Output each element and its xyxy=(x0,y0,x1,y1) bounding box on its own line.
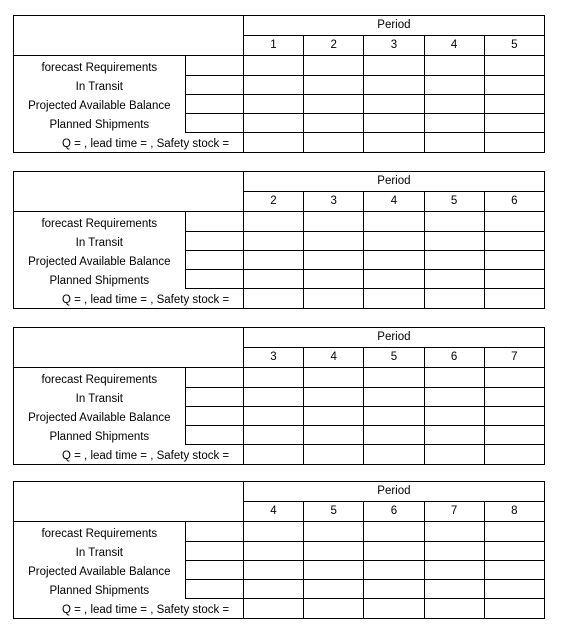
input-cell[interactable] xyxy=(424,231,484,250)
input-cell[interactable] xyxy=(484,560,544,579)
header-blank-cell xyxy=(304,172,364,192)
input-cell[interactable] xyxy=(364,368,424,388)
input-cell[interactable] xyxy=(484,56,544,76)
input-cell[interactable] xyxy=(424,541,484,560)
in-transit-label: In Transit xyxy=(14,541,186,560)
input-cell[interactable] xyxy=(304,250,364,269)
input-cell[interactable] xyxy=(243,56,303,76)
period-number: 3 xyxy=(304,192,364,212)
input-cell[interactable] xyxy=(185,406,243,425)
header-blank-cell xyxy=(484,328,544,348)
input-cell[interactable] xyxy=(243,212,303,232)
input-cell[interactable] xyxy=(424,113,484,132)
input-cell[interactable] xyxy=(185,231,243,250)
input-cell[interactable] xyxy=(243,579,303,598)
header-blank-cell xyxy=(424,328,484,348)
header-blank-cell xyxy=(243,16,303,36)
period-number: 5 xyxy=(364,348,424,368)
parameters-label: Q = , lead time = , Safety stock = xyxy=(14,288,244,308)
input-cell[interactable] xyxy=(484,579,544,598)
input-cell[interactable] xyxy=(304,522,364,542)
header-blank-cell xyxy=(424,482,484,502)
header-blank-cell xyxy=(14,348,244,368)
input-cell[interactable] xyxy=(364,541,424,560)
input-cell[interactable] xyxy=(304,406,364,425)
input-cell[interactable] xyxy=(185,212,243,232)
input-cell[interactable] xyxy=(364,132,424,152)
input-cell[interactable] xyxy=(424,250,484,269)
input-cell[interactable] xyxy=(484,387,544,406)
input-cell[interactable] xyxy=(185,387,243,406)
period-number: 8 xyxy=(484,502,544,522)
period-number: 5 xyxy=(304,502,364,522)
input-cell[interactable] xyxy=(304,132,364,152)
header-blank-cell xyxy=(484,482,544,502)
input-cell[interactable] xyxy=(364,579,424,598)
projected-available-balance-label: Projected Available Balance xyxy=(14,250,186,269)
period-number: 2 xyxy=(243,192,303,212)
input-cell[interactable] xyxy=(484,541,544,560)
forecast-requirements-label: forecast Requirements xyxy=(14,212,186,232)
period-label: Period xyxy=(364,172,424,192)
input-cell[interactable] xyxy=(243,250,303,269)
parameters-label: Q = , lead time = , Safety stock = xyxy=(14,598,244,618)
input-cell[interactable] xyxy=(243,94,303,113)
input-cell[interactable] xyxy=(185,425,243,444)
input-cell[interactable] xyxy=(484,425,544,444)
input-cell[interactable] xyxy=(243,113,303,132)
input-cell[interactable] xyxy=(185,250,243,269)
planned-shipments-label: Planned Shipments xyxy=(14,269,186,288)
input-cell[interactable] xyxy=(424,560,484,579)
mrp-table-block xyxy=(13,327,545,465)
period-number: 4 xyxy=(424,36,484,56)
period-number: 3 xyxy=(243,348,303,368)
input-cell[interactable] xyxy=(304,113,364,132)
input-cell[interactable] xyxy=(243,132,303,152)
header-blank-cell xyxy=(424,172,484,192)
planned-shipments-label: Planned Shipments xyxy=(14,425,186,444)
input-cell[interactable] xyxy=(304,231,364,250)
input-cell[interactable] xyxy=(424,444,484,464)
forecast-requirements-label: forecast Requirements xyxy=(14,368,186,388)
input-cell[interactable] xyxy=(364,425,424,444)
input-cell[interactable] xyxy=(185,541,243,560)
input-cell[interactable] xyxy=(304,598,364,618)
period-number: 2 xyxy=(304,36,364,56)
period-number: 5 xyxy=(424,192,484,212)
input-cell[interactable] xyxy=(304,269,364,288)
input-cell[interactable] xyxy=(304,579,364,598)
input-cell[interactable] xyxy=(484,250,544,269)
mrp-table xyxy=(13,481,545,619)
input-cell[interactable] xyxy=(304,560,364,579)
input-cell[interactable] xyxy=(304,387,364,406)
input-cell[interactable] xyxy=(304,541,364,560)
period-number: 5 xyxy=(484,36,544,56)
header-blank-cell xyxy=(484,172,544,192)
period-label: Period xyxy=(364,328,424,348)
period-label: Period xyxy=(364,482,424,502)
header-blank-cell xyxy=(243,328,303,348)
input-cell[interactable] xyxy=(484,231,544,250)
header-blank-cell xyxy=(14,328,244,348)
forecast-requirements-label: forecast Requirements xyxy=(14,522,186,542)
input-cell[interactable] xyxy=(424,368,484,388)
header-blank-cell xyxy=(243,482,303,502)
input-cell[interactable] xyxy=(484,406,544,425)
input-cell[interactable] xyxy=(364,56,424,76)
input-cell[interactable] xyxy=(364,522,424,542)
input-cell[interactable] xyxy=(243,598,303,618)
header-blank-cell xyxy=(14,482,244,502)
input-cell[interactable] xyxy=(424,269,484,288)
in-transit-label: In Transit xyxy=(14,75,186,94)
input-cell[interactable] xyxy=(243,406,303,425)
period-number: 1 xyxy=(243,36,303,56)
input-cell[interactable] xyxy=(243,425,303,444)
header-blank-cell xyxy=(14,502,244,522)
input-cell[interactable] xyxy=(364,444,424,464)
input-cell[interactable] xyxy=(243,444,303,464)
input-cell[interactable] xyxy=(484,368,544,388)
input-cell[interactable] xyxy=(424,425,484,444)
input-cell[interactable] xyxy=(424,598,484,618)
input-cell[interactable] xyxy=(424,75,484,94)
planned-shipments-label: Planned Shipments xyxy=(14,113,186,132)
parameters-label: Q = , lead time = , Safety stock = xyxy=(14,132,244,152)
period-number: 4 xyxy=(304,348,364,368)
input-cell[interactable] xyxy=(243,541,303,560)
input-cell[interactable] xyxy=(364,387,424,406)
input-cell[interactable] xyxy=(243,387,303,406)
period-number: 6 xyxy=(424,348,484,368)
in-transit-label: In Transit xyxy=(14,231,186,250)
input-cell[interactable] xyxy=(304,94,364,113)
input-cell[interactable] xyxy=(364,75,424,94)
forecast-requirements-label: forecast Requirements xyxy=(14,56,186,76)
input-cell[interactable] xyxy=(243,269,303,288)
input-cell[interactable] xyxy=(364,560,424,579)
input-cell[interactable] xyxy=(364,269,424,288)
input-cell[interactable] xyxy=(484,269,544,288)
input-cell[interactable] xyxy=(424,522,484,542)
input-cell[interactable] xyxy=(304,368,364,388)
input-cell[interactable] xyxy=(364,598,424,618)
header-blank-cell xyxy=(304,482,364,502)
period-number: 6 xyxy=(484,192,544,212)
mrp-table xyxy=(13,15,545,153)
input-cell[interactable] xyxy=(185,560,243,579)
input-cell[interactable] xyxy=(185,368,243,388)
input-cell[interactable] xyxy=(185,579,243,598)
input-cell[interactable] xyxy=(243,231,303,250)
input-cell[interactable] xyxy=(424,132,484,152)
input-cell[interactable] xyxy=(304,425,364,444)
period-number: 4 xyxy=(243,502,303,522)
input-cell[interactable] xyxy=(424,288,484,308)
input-cell[interactable] xyxy=(304,56,364,76)
period-number: 7 xyxy=(484,348,544,368)
mrp-table-block xyxy=(13,15,545,153)
input-cell[interactable] xyxy=(364,212,424,232)
mrp-table xyxy=(13,327,545,465)
input-cell[interactable] xyxy=(424,387,484,406)
input-cell[interactable] xyxy=(185,269,243,288)
input-cell[interactable] xyxy=(484,444,544,464)
input-cell[interactable] xyxy=(304,288,364,308)
input-cell[interactable] xyxy=(185,522,243,542)
input-cell[interactable] xyxy=(185,94,243,113)
input-cell[interactable] xyxy=(484,598,544,618)
period-number: 3 xyxy=(364,36,424,56)
projected-available-balance-label: Projected Available Balance xyxy=(14,406,186,425)
header-blank-cell xyxy=(424,16,484,36)
period-label: Period xyxy=(364,16,424,36)
input-cell[interactable] xyxy=(364,250,424,269)
period-number: 7 xyxy=(424,502,484,522)
header-blank-cell xyxy=(14,16,244,36)
input-cell[interactable] xyxy=(364,406,424,425)
input-cell[interactable] xyxy=(424,94,484,113)
input-cell[interactable] xyxy=(484,75,544,94)
input-cell[interactable] xyxy=(484,212,544,232)
input-cell[interactable] xyxy=(185,113,243,132)
input-cell[interactable] xyxy=(243,368,303,388)
projected-available-balance-label: Projected Available Balance xyxy=(14,94,186,113)
input-cell[interactable] xyxy=(304,444,364,464)
mrp-table-block xyxy=(13,481,545,619)
period-number: 6 xyxy=(364,502,424,522)
header-blank-cell xyxy=(14,36,244,56)
input-cell[interactable] xyxy=(243,560,303,579)
input-cell[interactable] xyxy=(484,132,544,152)
header-blank-cell xyxy=(304,328,364,348)
period-number: 4 xyxy=(364,192,424,212)
header-blank-cell xyxy=(14,192,244,212)
input-cell[interactable] xyxy=(304,75,364,94)
planned-shipments-label: Planned Shipments xyxy=(14,579,186,598)
header-blank-cell xyxy=(304,16,364,36)
input-cell[interactable] xyxy=(364,94,424,113)
input-cell[interactable] xyxy=(484,94,544,113)
header-blank-cell xyxy=(243,172,303,192)
input-cell[interactable] xyxy=(424,579,484,598)
input-cell[interactable] xyxy=(243,288,303,308)
input-cell[interactable] xyxy=(484,522,544,542)
input-cell[interactable] xyxy=(484,113,544,132)
input-cell[interactable] xyxy=(364,288,424,308)
header-blank-cell xyxy=(14,172,244,192)
input-cell[interactable] xyxy=(424,212,484,232)
mrp-table xyxy=(13,171,545,309)
input-cell[interactable] xyxy=(304,212,364,232)
input-cell[interactable] xyxy=(243,522,303,542)
parameters-label: Q = , lead time = , Safety stock = xyxy=(14,444,244,464)
input-cell[interactable] xyxy=(185,56,243,76)
input-cell[interactable] xyxy=(424,406,484,425)
in-transit-label: In Transit xyxy=(14,387,186,406)
input-cell[interactable] xyxy=(484,288,544,308)
input-cell[interactable] xyxy=(424,56,484,76)
input-cell[interactable] xyxy=(364,113,424,132)
input-cell[interactable] xyxy=(364,231,424,250)
mrp-table-block xyxy=(13,171,545,309)
header-blank-cell xyxy=(484,16,544,36)
projected-available-balance-label: Projected Available Balance xyxy=(14,560,186,579)
input-cell[interactable] xyxy=(243,75,303,94)
input-cell[interactable] xyxy=(185,75,243,94)
